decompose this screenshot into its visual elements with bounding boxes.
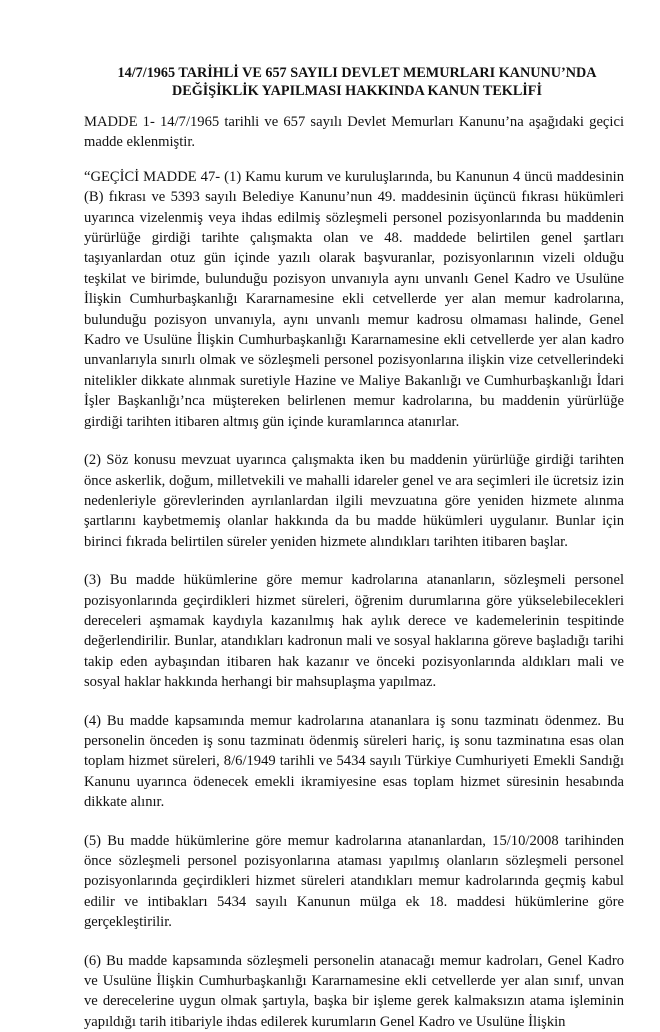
provisional-article-paragraph-4: (4) Bu madde kapsamında memur kadrolarına atananlara iş sonu tazminatı ödenmez. Bu personelin önceden iş sonu tazminatı ödenmiş süreleri hariç, iş sonu tazminatına esas olan toplam hizmet süreleri, 8/6/1949 tarihli ve 5434 sayılı Türkiye Cumhuriyeti Emekli Sandığı Kanunu uyarınca ödenecek emekli ikramiyesine esas toplam hizmet süresinin hesabında dikkate alınır.	[84, 712, 624, 811]
title-line-1: 14/7/1965 TARİHLİ VE 657 SAYILI DEVLET MEMURLARI KANUNU’NDA	[117, 65, 597, 81]
provisional-article-paragraph-6: (6) Bu madde kapsamında sözleşmeli personelin atanacağı memur kadroları, Genel Kadro ve Usulüne İlişkin Cumhurbaşkanlığı Kararnamesine ekli cetvellerde yer alan sınıf, unvan ve derecelerine uygun olmak şartıyla, başka bir işleme gerek kalmaksızın atama işleminin yapıldığı tarih itibariyle ihdas edilerek kurumların Genel Kadro ve Usulüne İlişkin	[84, 952, 624, 1030]
provisional-article-paragraph-3: (3) Bu madde hükümlerine göre memur kadrolarına atananların, sözleşmeli personel pozisyonlarında geçirdikleri hizmet süreleri, öğrenim durumlarına göre yükselebilecekleri dereceleri aşmamak kaydıyla kazanılmış hak aylık derece ve kademelerinin tespitinde değerlendirilir. Bunlar, atandıkları kadronun mali ve sosyal haklarına göreve başladığı tarihi takip eden aybaşından itibaren hak kazanır ve önceki pozisyonlarında aldıkları mali ve sosyal haklar hakkında herhangi bir mahsuplaşma yapılmaz.	[84, 572, 624, 691]
provisional-article-paragraph-5: (5) Bu madde hükümlerine göre memur kadrolarına atananlardan, 15/10/2008 tarihinden önce sözleşmeli personel pozisyonlarına ataması yapılmış olanların sözleşmeli personel pozisyonlarında geçirdikleri hizmet süreleri atandıkları memur kadrolarında geçmiş kabul edilir ve intibakları 5434 sayılı Kanunun mülga ek 18. maddesi hükümlerine göre gerçekleştirilir.	[84, 832, 624, 931]
document-title	[84, 64, 624, 100]
title-line-2: DEĞİŞİKLİK YAPILMASI HAKKINDA KANUN TEKLİFİ	[171, 83, 542, 99]
provisional-article-paragraph-2: (2) Söz konusu mevzuat uyarınca çalışmakta iken bu maddenin yürürlüğe girdiği tarihten önce askerlik, doğum, milletvekili ve mahalli idareler genel ve ara seçimleri ile ücretsiz izin nedenleriyle görevlerinden ayrılanlardan ilgili mevzuatına göre yeniden hizmete alınma şartlarını kaybetmemiş olanlar hakkında da bu madde hükümleri uygulanır. Bunlar için birinci fıkrada belirtilen süreler yeniden hizmete alındıkları tarihten itibaren başlar.	[84, 452, 624, 550]
provisional-article-paragraph-1: “GEÇİCİ MADDE 47- (1) Kamu kurum ve kuruluşlarında, bu Kanunun 4 üncü maddesinin (B) fıkrası ve 5393 sayılı Belediye Kanunu’nun 49. maddesinin üçüncü fıkrası hükümleri uyarınca vizelenmiş veya ihdas edilmiş sözleşmeli personel pozisyonlarında bu maddenin yürürlüğe girdiği tarihte çalışmakta olan ve 48. maddede belirtilen genel şartları taşıyanlardan otuz gün içinde yazılı olarak başvuranlar, pozisyonlarının vizeli olduğu teşkilat ve birimde, bulunduğu pozisyon unvanıyla aynı unvanlı Genel Kadro ve Usulüne İlişkin Cumhurbaşkanlığı Kararnamesine ekli cetvellerde yer alan memur kadrolarına, bulunduğu pozisyon unvanıyla, aynı unvanlı memur kadrosu olmaması halinde, Genel Kadro ve Usulüne İlişkin Cumhurbaşkanlığı Kararnamesine ekli cetvellerde yer alan kadro unvanlarıyla sınırlı olmak ve sözleşmeli personel pozisyonlarına ilişkin vize cetvellerindeki nitelikler dikkate alınmak suretiyle Hazine ve Maliye Bakanlığı ve Cumhurbaşkanlığı İdari İşler Başkanlığı’nca müştereken belirlenen memur kadrolarına, bu maddenin yürürlüğe girdiği tarihten itibaren altmış gün içinde kuramlarınca atanırlar.	[84, 168, 624, 430]
article-1-paragraph: MADDE 1- 14/7/1965 tarihli ve 657 sayılı Devlet Memurları Kanunu’na aşağıdaki geçici madde eklenmiştir.	[84, 114, 624, 151]
